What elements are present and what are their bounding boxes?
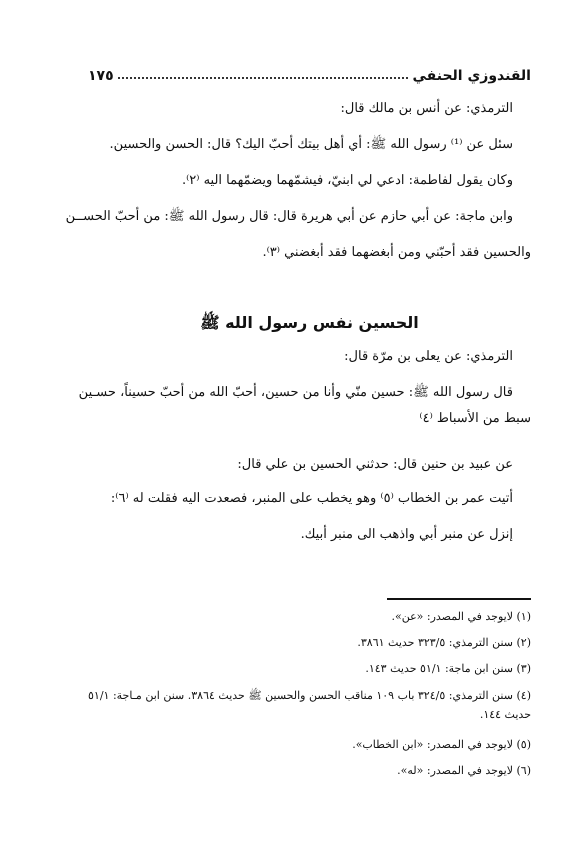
paragraph-continuation: سبط من الأسباط ⁽٤⁾ bbox=[419, 411, 531, 426]
footnote: (٤) سنن الترمذي: ٣٢٤/٥ باب ١٠٩ مناقب الحسن والحسين ﷺ حديث ٣٨٦٤. سنن ابن مـاجة: ٥١/١ حديث ١٤٤. bbox=[88, 689, 531, 721]
paragraph: وكان يقول لفاطمة: ادعي لي ابنيّ، فيشمّهما ويضمّهما اليه ⁽٢⁾. bbox=[181, 173, 513, 188]
paragraph: سئل عن ⁽¹⁾ رسول الله ﷺ: أي أهل بيتك أحبّ اليك؟ قال: الحسن والحسين. bbox=[109, 137, 513, 152]
footnote: (٥) لايوجد في المصدر: «ابن الخطاب». bbox=[352, 738, 531, 751]
paragraph-continuation: والحسين فقد أحبّني ومن أبغضهما فقد أبغضني ⁽٣⁾. bbox=[262, 245, 531, 260]
dot-leader bbox=[118, 77, 409, 79]
paragraph: إنزل عن منبر أبي واذهب الى منبر أبيك. bbox=[300, 527, 513, 542]
footnote: (٢) سنن الترمذي: ٣٢٣/٥ حديث ٣٨٦١. bbox=[357, 636, 531, 649]
footnote: (٣) سنن ابن ماجة: ٥١/١ حديث ١٤٣. bbox=[365, 662, 531, 675]
page-number: ١٧٥ bbox=[88, 68, 114, 84]
footnote-separator bbox=[387, 598, 531, 600]
paragraph: الترمذي: عن أنس بن مالك قال: bbox=[340, 101, 513, 116]
paragraph: الترمذي: عن يعلى بن مرّة قال: bbox=[344, 349, 513, 364]
footnote: (٦) لايوجد في المصدر: «له». bbox=[397, 764, 531, 777]
section-heading: الحسين نفس رسول الله ﷺ bbox=[200, 313, 419, 332]
paragraph: وابن ماجة: عن أبي حازم عن أبي هريرة قال: قال رسول الله ﷺ: من أحبّ الحســن bbox=[65, 209, 513, 224]
running-title: القندوزي الحنفي bbox=[412, 68, 531, 84]
paragraph: قال رسول الله ﷺ: حسين منّي وأنا من حسين، أحبّ الله من أحبّ حسيناً، حسـين bbox=[78, 385, 513, 400]
page-header bbox=[88, 62, 531, 84]
paragraph: عن عبيد بن حنين قال: حدثني الحسين بن علي قال: bbox=[237, 457, 513, 472]
paragraph: أتيت عمر بن الخطاب ⁽٥⁾ وهو يخطب على المنبر، فصعدت اليه فقلت له ⁽٦⁾: bbox=[110, 491, 513, 506]
footnote: (١) لايوجد في المصدر: «عن». bbox=[391, 610, 531, 623]
